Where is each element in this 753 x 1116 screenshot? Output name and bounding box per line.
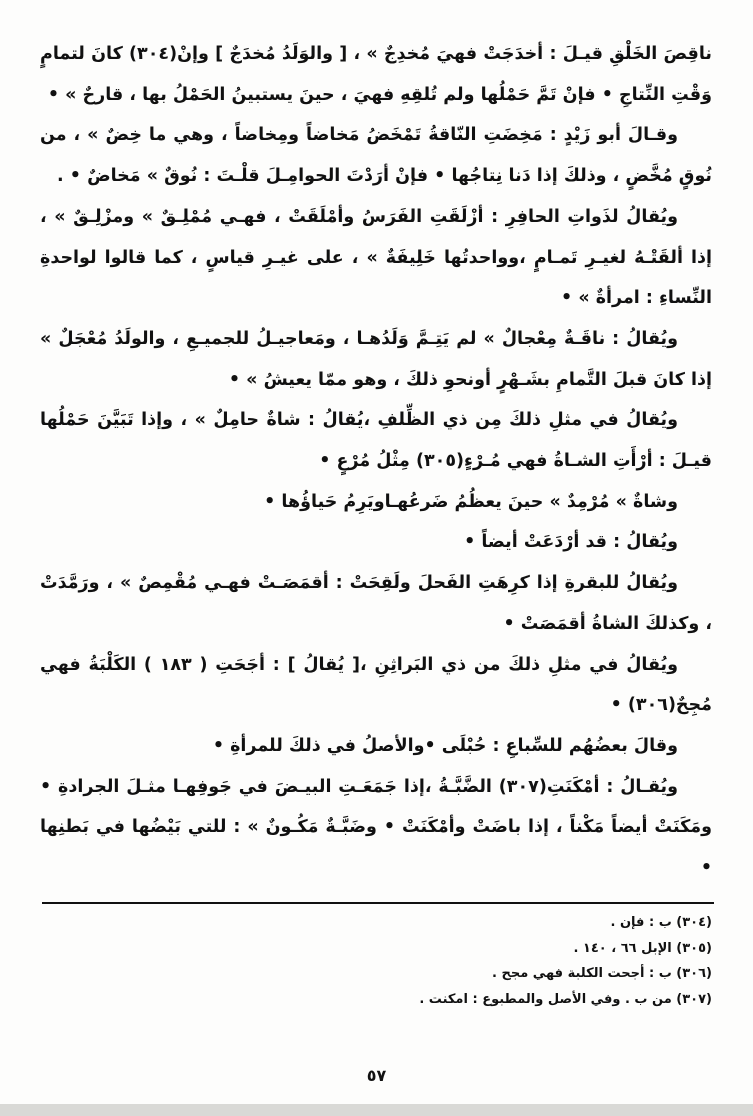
paragraph-5: ويُقالُ في مثلِ ذلكَ مِن ذي الظِّلفِ ،يُقالُ : شاةٌ حامِلٌ » ، وإذا تَبَيَّنَ حَمْلُها قيـلَ : أرْأَتِ الشـاةُ فهي مُـرْءٍ(٣٠٥) مِثْلُ مُرْعٍ • <box>40 410 712 472</box>
paragraph-11: ويُقـالُ : أمْكَنَتِ(٣٠٧) الضَّبَّـةُ ،إذا جَمَعَـتِ البيـضَ في جَوفِهـا مثـلَ الجرادةِ • ومَكَنَتْ أيضاً مَكْناً ، إذا باضَتْ وأمْكَنَتْ • وضَبَّـةٌ مَكُـونٌ » : للتي بَيْضُها في بَطنِها • <box>40 776 712 879</box>
footnote-306: (٣٠٦) ب : أجحت الكلبة فهي مجح . <box>492 966 712 981</box>
paragraph-3: ويُقالُ لذَواتِ الحافِرِ : أزْلَقَتِ الفَرَسُ وأمْلَقَتْ ، فهـي مُمْلِـقٌ » ومزْلِـقٌ » ، إذا ألقَتْـهُ لغيـرِ تَمـامٍ ،وواحدتُها خَلِيفَةٌ » ، على غيـرِ قياسٍ ، كما قالوا لواحدةِ النِّساءِ : امرأةٌ » • <box>40 206 712 309</box>
footnotes-block <box>40 910 712 1012</box>
page-number: ٥٧ <box>366 1066 387 1085</box>
paragraph-10: وقالَ بعضُهُم للسِّباعِ : حُبْلَى •والأصلُ في ذلكَ للمرأةِ • <box>212 735 678 756</box>
footnote-305: (٣٠٥) الإبل ٦٦ ، ١٤٠ . <box>573 940 712 956</box>
paragraph-6: وشاةٌ » مُرْمِدٌ » حينَ يعظُمُ ضَرعُهـاويَرِمُ حَياؤُها • <box>264 491 678 512</box>
paragraph-9: ويُقالُ في مثلِ ذلكَ من ذي البَراثِنِ ،[ يُقالُ ] : أجَحَتِ ( ١٨٣ ) الكَلْبَةُ فهي مُجِحٌ(٣٠٦) • <box>40 654 712 716</box>
paragraph-4: ويُقالُ : ناقَـةٌ مِعْجالٌ » لم يَتِـمَّ وَلَدُهـا ، ومَعاجيـلُ للجميـعِ ، والولَدُ مُعْجَلٌ » إذا كانَ قبلَ التَّمامِ بشَـهْرٍ أونحوِ ذلكَ ، وهو ممّا يعيشُ » • <box>40 328 712 390</box>
footnote-304: (٣٠٤) ب : فإن . <box>610 915 712 930</box>
paragraph-7: ويُقالُ : قد أرْدَعَتْ أيضاً • <box>464 532 678 553</box>
footnote-307: (٣٠٧) من ب . وفي الأصل والمطبوع : امكنت . <box>419 991 712 1007</box>
main-text-block <box>40 34 712 889</box>
footnote-divider <box>42 902 714 904</box>
paragraph-8: ويُقالُ للبقرةِ إذا كرِهَتِ الفَحلَ ولَقِحَتْ : أقمَصَـتْ فهـي مُقْمِصٌ » ، ورَمَّدَتْ ، وكذلكَ الشاةُ أقمَصَتْ • <box>40 573 712 634</box>
scan-bottom-edge <box>0 1104 753 1116</box>
paragraph-1: ناقِصَ الخَلْقِ قيـلَ : أخدَجَتْ فهيَ مُخدِجٌ » ، [ والوَلَدُ مُخدَجٌ ] وإنْ(٣٠٤) كانَ لتمامٍ وَقْتِ النِّتاجِ • فإنْ تَمَّ حَمْلُها ولم تُلقِهِ فهيَ ، حينَ يستبينُ الحَمْلُ بها ، قارحٌ » • <box>40 44 712 105</box>
paragraph-2: وقـالَ أبو زَيْدٍ : مَخِضَتِ النّاقةُ تَمْخَضُ مَخاضاً ومِخاضاً ، وهي ما خِضٌ » ، من نُوقٍ مُخَّضٍ ، وذلكَ إذا دَنا نِتاجُها • فإنْ أرَدْتَ الحوامِـلَ قلْـتَ : نُوقٌ » مَخاضٌ • . <box>40 125 712 187</box>
